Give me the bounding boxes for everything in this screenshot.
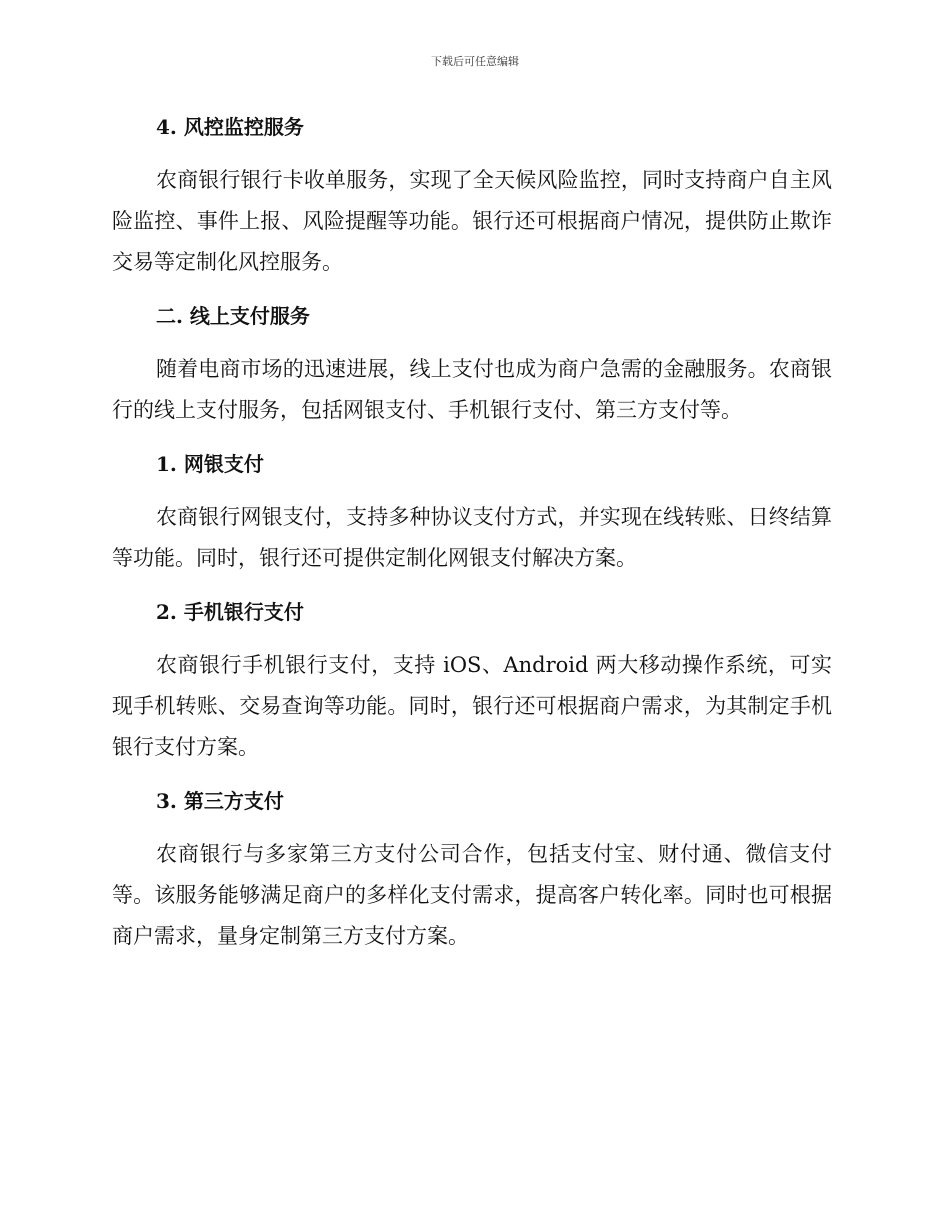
- section-heading-third-party-payment: 3. 第三方支付: [156, 789, 284, 813]
- section-paragraph-netbank-payment: 农商银行网银支付，支持多种协议支付方式，并实现在线转账、日终结算等功能。同时，银行还可提供定制化网银支付解决方案。: [112, 505, 832, 570]
- section-heading-online-payment: 二. 线上支付服务: [156, 304, 310, 328]
- section-paragraph-risk-monitoring: 农商银行银行卡收单服务，实现了全天候风险监控，同时支持商户自主风险监控、事件上报、风险提醒等功能。银行还可根据商户情况，提供防止欺诈交易等定制化风控服务。: [112, 168, 832, 274]
- section-paragraph-third-party-payment: 农商银行与多家第三方支付公司合作，包括支付宝、财付通、微信支付等。该服务能够满足商户的多样化支付需求，提高客户转化率。同时也可根据商户需求，量身定制第三方支付方案。: [112, 842, 832, 948]
- page-header: 下载后可任意编辑: [431, 55, 519, 68]
- section-heading-netbank-payment: 1. 网银支付: [156, 452, 264, 476]
- section-heading-risk-monitoring: 4. 风控监控服务: [156, 115, 304, 139]
- section-heading-mobile-banking-payment: 2. 手机银行支付: [156, 600, 304, 624]
- document-body: [112, 106, 832, 957]
- section-paragraph-mobile-banking-payment: 农商银行手机银行支付，支持 iOS、Android 两大移动操作系统，可实现手机转账、交易查询等功能。同时，银行还可根据商户需求，为其制定手机银行支付方案。: [112, 653, 832, 759]
- section-paragraph-online-payment: 随着电商市场的迅速进展，线上支付也成为商户急需的金融服务。农商银行的线上支付服务，包括网银支付、手机银行支付、第三方支付等。: [112, 357, 832, 422]
